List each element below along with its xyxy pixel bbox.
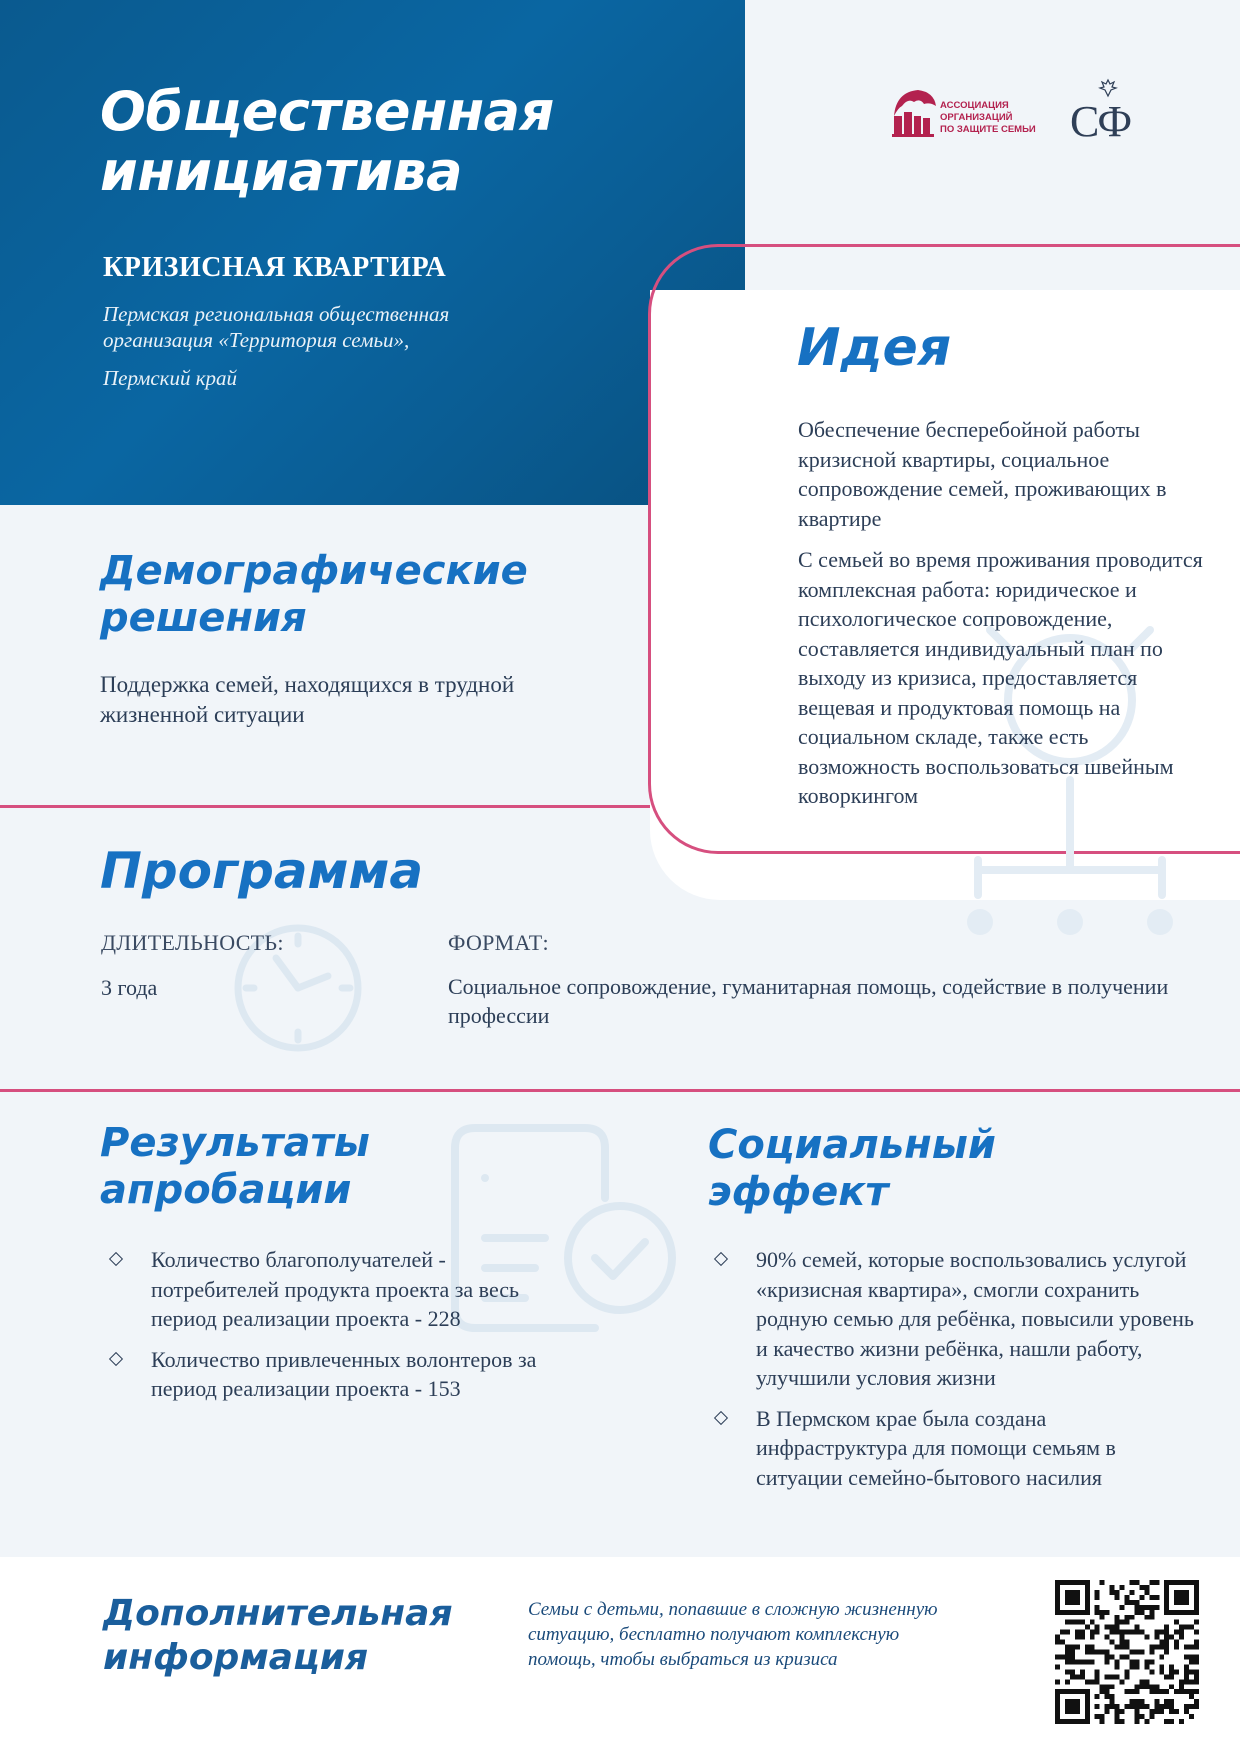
sf-logo-text: СФ <box>1070 97 1131 146</box>
duration-label: ДЛИТЕЛЬНОСТЬ: <box>101 930 284 955</box>
sf-logo <box>1068 78 1148 148</box>
format-value: Социальное сопровождение, гуманитарная помощь, содействие в получении профессии <box>448 974 1169 1028</box>
footer-title: Дополнительная информация <box>103 1593 453 1678</box>
association-logo <box>890 86 1040 142</box>
demographic-title: Демографические решения <box>100 548 528 641</box>
diamond-bullet-icon <box>714 1252 728 1266</box>
results-item-text: Количество привлеченных волонтеров за период реализации проекта - 153 <box>151 1346 537 1401</box>
association-line-3: ПО ЗАЩИТЕ СЕМЬИ <box>940 124 1036 135</box>
diamond-bullet-icon <box>109 1252 123 1266</box>
list-item <box>103 1245 553 1334</box>
format-label: ФОРМАТ: <box>448 930 549 955</box>
association-logo-text <box>940 100 1036 136</box>
qr-code[interactable] <box>1055 1580 1199 1724</box>
results-list <box>103 1245 553 1415</box>
idea-paragraph-2: С семьей во время проживания проводится комплексная работа: юридическое и психологическое сопровождение, составляется индивидуальный план по выходу из кризиса, предоставляется вещевая и продуктовая помощь на социальном складе, также есть возможность воспользоваться швейным коворкингом <box>798 547 1203 808</box>
effect-list <box>708 1245 1196 1503</box>
duration-value: 3 года <box>101 975 158 1000</box>
association-line-2: ОРГАНИЗАЦИЙ <box>940 112 1013 123</box>
association-line-1: АССОЦИАЦИЯ <box>940 100 1009 111</box>
diamond-bullet-icon <box>109 1351 123 1365</box>
list-item <box>708 1404 1196 1493</box>
list-item <box>103 1345 553 1404</box>
page-title <box>100 82 720 202</box>
association-umbrella-icon <box>890 86 938 142</box>
idea-title: Идея <box>797 318 952 378</box>
results-title: Результаты апробации <box>100 1120 370 1213</box>
program-title: Программа <box>100 842 424 900</box>
effect-title: Социальный эффект <box>708 1122 996 1215</box>
organization-name: Пермская региональная общественная организация «Территория семьи», <box>103 302 450 352</box>
list-item <box>708 1245 1196 1393</box>
effect-item-text: В Пермском крае была создана инфраструктура для помощи семьям в ситуации семейно-бытового насилия <box>756 1405 1116 1490</box>
eagle-emblem-icon <box>1098 78 1118 98</box>
title-line-1: Общественная <box>100 80 554 143</box>
effect-item-text: 90% семей, которые воспользовались услугой «кризисная квартира», смогли сохранить родную семью для ребёнка, повысили уровень и качество жизни ребёнка, нашли работу, улучшили условия жизни <box>756 1247 1194 1390</box>
results-item-text: Количество благополучателей - потребителей продукта проекта за весь период реализации проекта - 228 <box>151 1247 520 1331</box>
project-name: КРИЗИСНАЯ КВАРТИРА <box>103 252 447 283</box>
section-divider <box>0 805 650 808</box>
idea-paragraph-1: Обеспечение бесперебойной работы кризисной квартиры, социальное сопровождение семей, проживающих в квартире <box>798 417 1167 531</box>
diamond-bullet-icon <box>714 1410 728 1424</box>
footer-text: Семьи с детьми, попавшие в сложную жизненную ситуацию, бесплатно получают комплексную помощь, чтобы выбраться из кризиса <box>528 1599 938 1670</box>
title-line-2: инициатива <box>100 140 463 203</box>
section-divider <box>0 1089 1240 1092</box>
demographic-text: Поддержка семей, находящихся в трудной жизненной ситуации <box>100 672 515 727</box>
region-name: Пермский край <box>103 366 238 390</box>
